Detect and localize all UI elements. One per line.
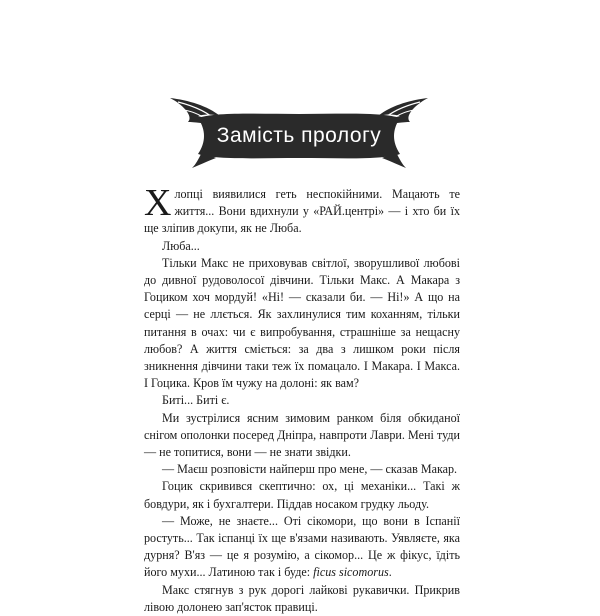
latin-term: ficus sicomorus xyxy=(313,565,389,580)
paragraph: Люба... xyxy=(162,238,200,253)
chapter-banner xyxy=(168,92,430,170)
paragraph: Гоцик скривився скептично: ох, ці механіки... Такі ж бовдури, як і бухгалтери. Піддав носаком грудку льоду. xyxy=(144,479,460,511)
body-text xyxy=(144,182,460,616)
paragraph: Биті... Биті є. xyxy=(162,393,230,408)
paragraph: Ми зустрілися ясним зимовим ранком біля обкиданої снігом ополонки посеред Дніпра, навпроти Лаври. Мені туди — не топитися, вони — не знати звідки. xyxy=(144,410,460,460)
paragraph: — Маєш розповісти найперш про мене, — сказав Макар. xyxy=(162,462,458,477)
paragraph: Макс стягнув з рук дорогі лайкові рукавички. Прикрив лівою долонею зап'ясток правиці. xyxy=(144,582,460,614)
paragraph: Хлопці виявилися геть неспокійними. Мацають те життя... Вони вдихнули у «РАЙ.центрі» — і хто би їх ще зліпив докупи, як не Люба. xyxy=(144,182,460,236)
paragraph: Тільки Макс не приховував світлої, зворушливої любові до дивної рудоволосої дівчини. Тільки Макс. А Макара з Гоциком хоч мордуй! «Ні! — сказали би. — Ні!» А що на серці — не ллється. Як захлинулися тим коханням, тільки питання в очах: чи є випробування, страшніше за нещасну любов? А життя сміється: за два з лишком роки після зникнення дівчини таки теж їх помацало. І Макара. І Макса. І Гоцика. Кров їм чужу на долоні: як вам? xyxy=(144,255,460,391)
paragraph: — Може, не знаєте... Оті сікомори, що вони в Іспанії ростуть... Так іспанці їх ще в'язами називають. Уявляєте, яка дурня? В'яз — це я розумію, а сікомор... Це ж фікус, їдіть його мухи... Латиною так і буде: ficus sicomorus. xyxy=(144,513,460,580)
drop-cap: Х xyxy=(144,182,172,224)
chapter-title: Замість прологу xyxy=(216,124,382,147)
